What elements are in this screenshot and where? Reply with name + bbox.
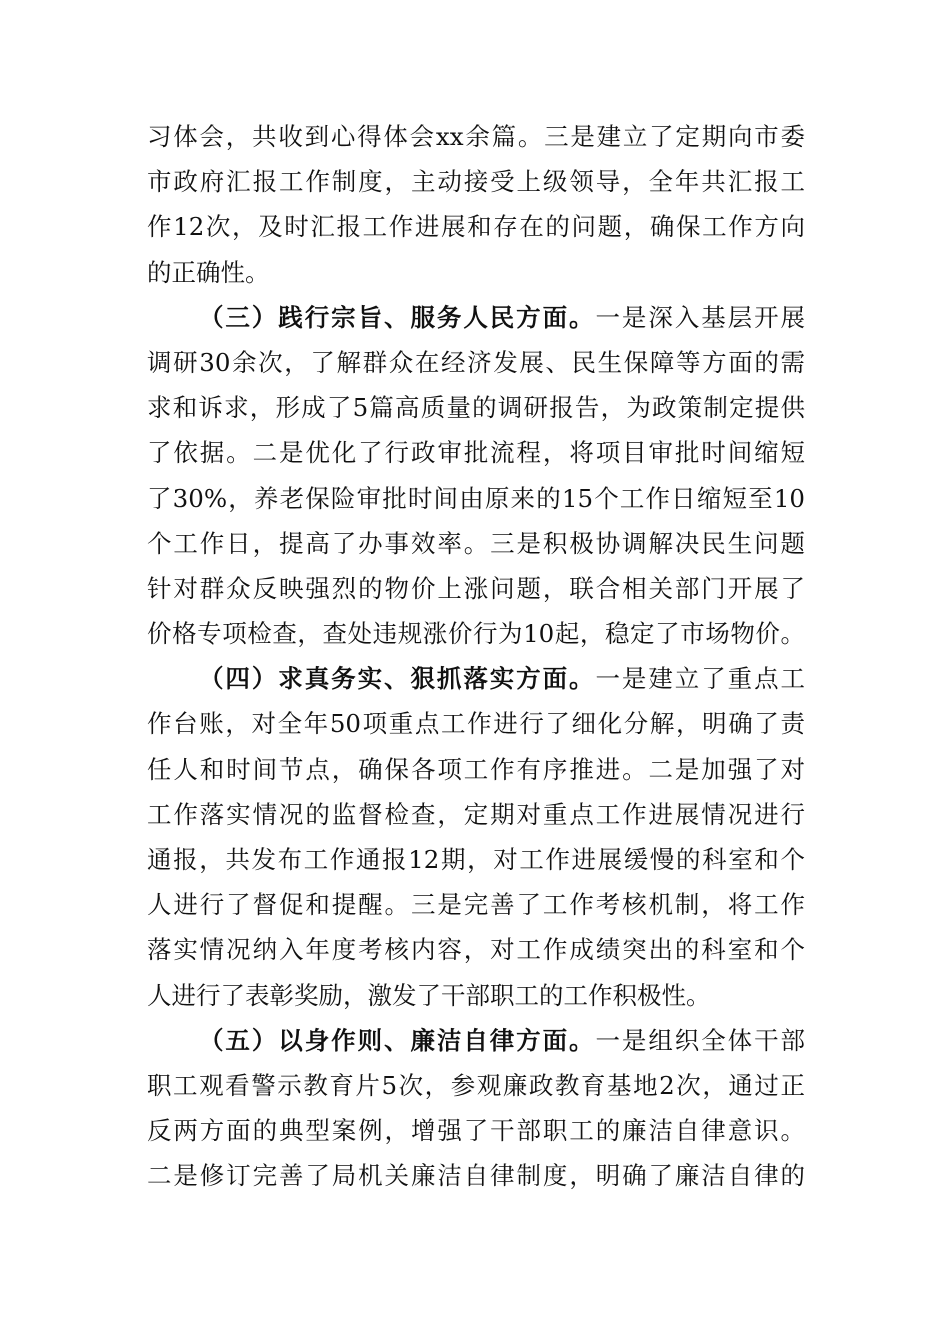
text-line: [147, 159, 805, 204]
section-heading-line: [147, 295, 805, 340]
line-text: 人进行了表彰奖励，激发了干部职工的工作积极性。: [147, 980, 711, 1010]
line-text: 一是组织全体干部: [595, 1025, 806, 1055]
line-text: 价格专项检查，查处违规涨价行为10起，稳定了市场物价。: [147, 619, 805, 649]
document-body: [147, 114, 805, 1199]
line-text: 了30%，养老保险审批时间由原来的15个工作日缩短至10: [147, 483, 805, 513]
line-text: 调研30余次，了解群众在经济发展、民生保障等方面的需: [147, 347, 805, 377]
line-text: 的正确性。: [147, 257, 270, 287]
line-text: 作12次，及时汇报工作进展和存在的问题，确保工作方向: [147, 212, 805, 242]
line-text: 市政府汇报工作制度，主动接受上级领导，全年共汇报工: [147, 167, 805, 197]
text-line: [147, 204, 805, 249]
section-heading: （三）践行宗旨、服务人民方面。: [199, 302, 596, 332]
text-line: [147, 250, 805, 295]
text-line: [147, 1063, 805, 1108]
line-text: 通报，共发布工作通报12期，对工作进展缓慢的科室和个: [147, 845, 805, 874]
line-text: 求和诉求，形成了5篇高质量的调研报告，为政策制定提供: [147, 393, 805, 423]
text-line: [147, 521, 805, 566]
text-line: [147, 882, 805, 927]
line-text: 职工观看警示教育片5次，参观廉政教育基地2次，通过正: [147, 1070, 805, 1100]
line-text: 反两方面的典型案例，增强了干部职工的廉洁自律意识。: [147, 1116, 805, 1146]
line-text: 二是修订完善了局机关廉洁自律制度，明确了廉洁自律的: [147, 1161, 805, 1191]
line-text: 了依据。二是优化了行政审批流程，将项目审批时间缩短: [147, 438, 805, 468]
section-heading: （四）求真务实、狠抓落实方面。: [199, 664, 596, 694]
line-text: 人进行了督促和提醒。三是完善了工作考核机制，将工作: [147, 890, 805, 920]
text-line: [147, 747, 805, 792]
text-line: [147, 114, 805, 159]
text-line: [147, 1153, 805, 1198]
section-heading-line: [147, 1018, 805, 1063]
section-heading: （五）以身作则、廉洁自律方面。: [199, 1025, 596, 1055]
text-line: [147, 611, 805, 656]
line-text: 落实情况纳入年度考核内容，对工作成绩突出的科室和个: [147, 935, 805, 965]
text-line: [147, 566, 805, 611]
text-line: [147, 385, 805, 430]
line-text: 作台账，对全年50项重点工作进行了细化分解，明确了责: [147, 709, 805, 739]
line-text: 任人和时间节点，确保各项工作有序推进。二是加强了对: [147, 754, 805, 784]
line-text: 一是深入基层开展: [595, 302, 806, 332]
text-line: [147, 1108, 805, 1153]
text-line: [147, 340, 805, 385]
text-line: [147, 476, 805, 521]
line-text: 工作落实情况的监督检查，定期对重点工作进展情况进行: [147, 799, 805, 829]
text-line: [147, 792, 805, 837]
line-text: 针对群众反映强烈的物价上涨问题，联合相关部门开展了: [147, 573, 805, 603]
text-line: [147, 430, 805, 475]
line-text: 个工作日，提高了办事效率。三是积极协调解决民生问题: [147, 528, 805, 558]
section-heading-line: [147, 656, 805, 701]
line-text: 一是建立了重点工: [595, 664, 806, 694]
line-text: 习体会，共收到心得体会xx余篇。三是建立了定期向市委: [147, 122, 805, 151]
text-line: [147, 701, 805, 746]
text-line: [147, 837, 805, 882]
text-line: [147, 973, 805, 1018]
text-line: [147, 927, 805, 972]
